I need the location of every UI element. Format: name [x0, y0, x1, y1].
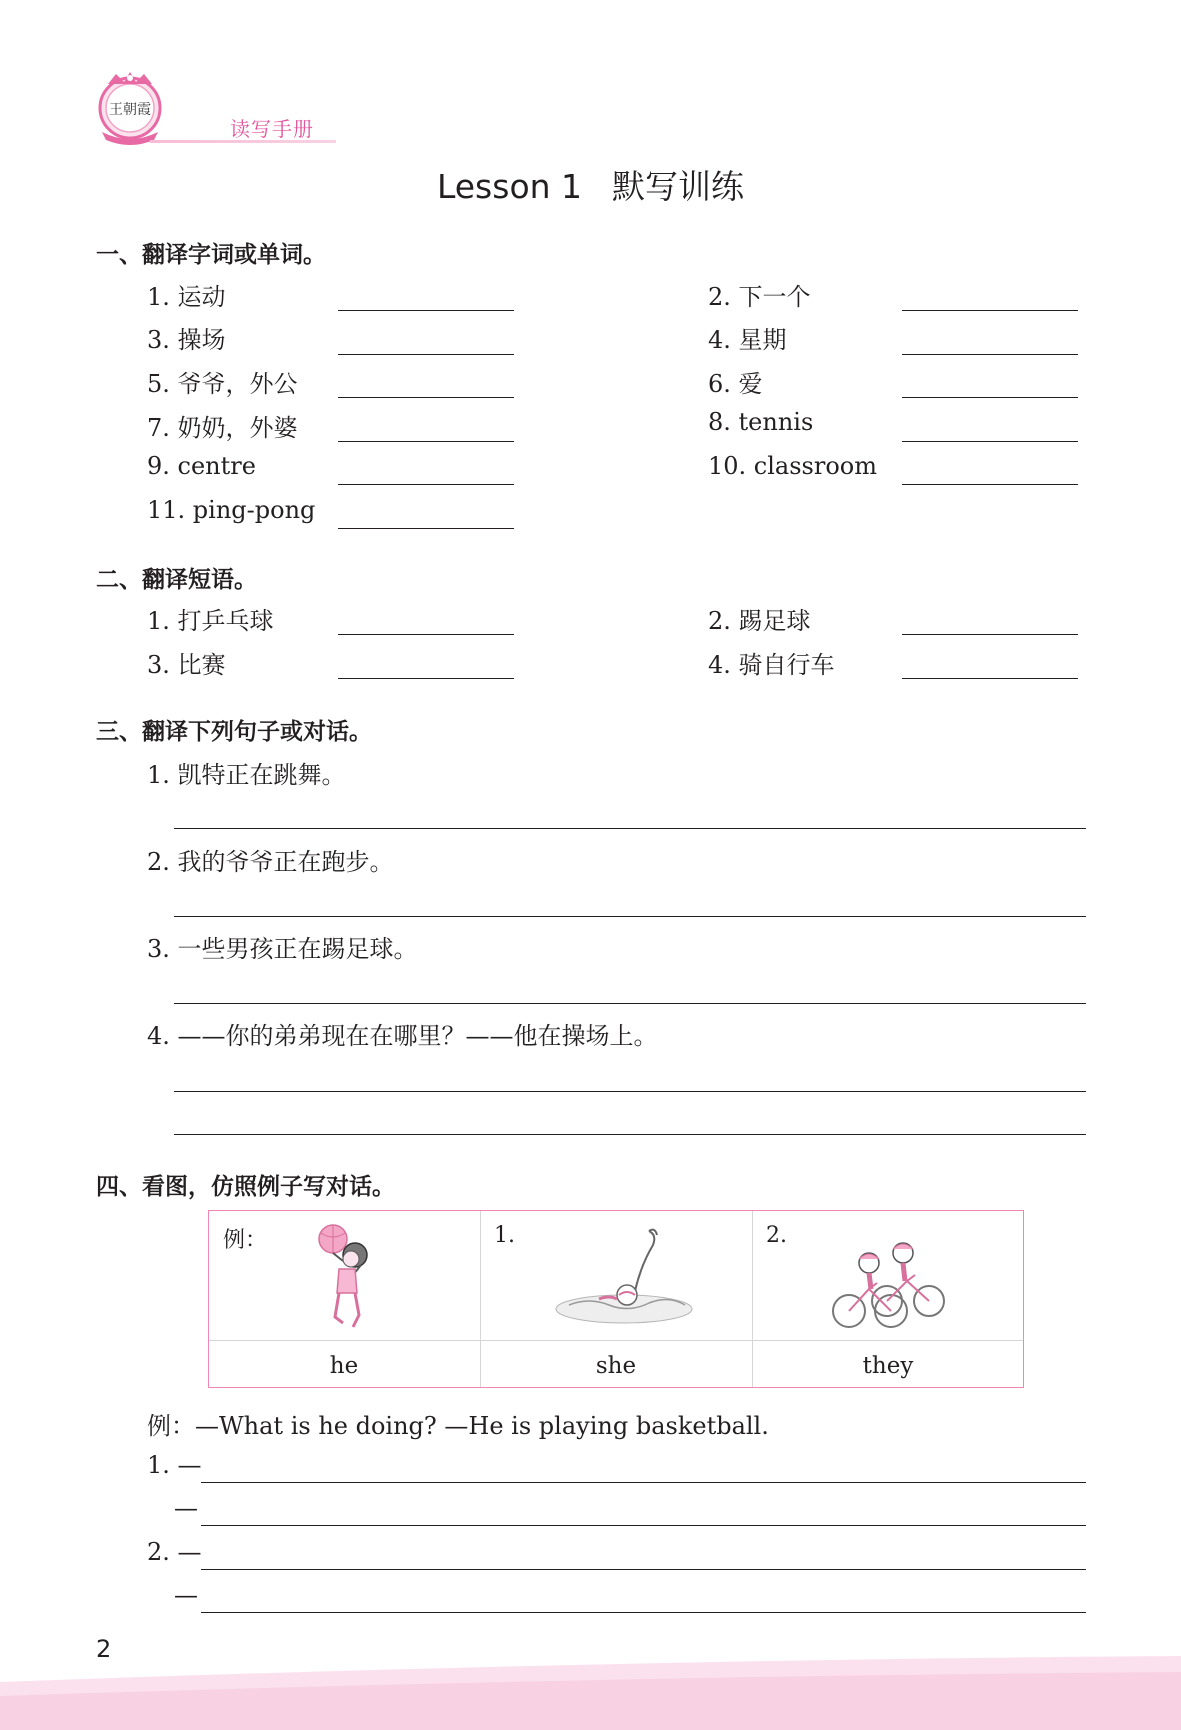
answer-line[interactable] — [201, 1569, 1086, 1570]
answer-line[interactable] — [174, 1134, 1086, 1135]
handbook-label: 读写手册 — [230, 117, 314, 141]
dialogue-2-line-1-label: 2. — — [147, 1538, 202, 1566]
cyclists-icon — [829, 1223, 949, 1335]
page-number: 2 — [96, 1635, 112, 1663]
word-item: 6. 爱 — [708, 370, 763, 398]
word-item: 10. classroom — [708, 452, 877, 480]
section-1-heading: 一、翻译字词或单词。 — [96, 242, 326, 268]
wang-zhaoxia-logo — [94, 68, 166, 148]
answer-line[interactable] — [174, 1091, 1086, 1092]
picture-1-label: 1. — [494, 1223, 515, 1248]
dialogue-1-line-2-label: — — [174, 1494, 198, 1522]
pronoun-they: they — [862, 1353, 914, 1379]
answer-blank[interactable] — [338, 310, 514, 311]
logo-text: 王朝霞 — [109, 102, 151, 118]
pronoun-she: she — [595, 1353, 637, 1379]
lesson-title: Lesson 1 — [436, 167, 583, 206]
section-4-heading: 四、看图，仿照例子写对话。 — [96, 1174, 395, 1200]
phrase-item: 3. 比赛 — [147, 651, 226, 679]
picture-2-label: 2. — [766, 1223, 787, 1248]
answer-blank[interactable] — [338, 484, 514, 485]
answer-blank[interactable] — [902, 634, 1078, 635]
word-item: 4. 星期 — [708, 326, 787, 354]
word-item: 9. centre — [147, 452, 256, 480]
section-2-heading: 二、翻译短语。 — [96, 567, 257, 593]
sentence-item: 1. 凯特正在跳舞。 — [147, 761, 346, 789]
answer-blank[interactable] — [902, 310, 1078, 311]
answer-blank[interactable] — [902, 484, 1078, 485]
answer-line[interactable] — [174, 1003, 1086, 1004]
word-item: 1. 运动 — [147, 283, 226, 311]
answer-blank[interactable] — [902, 397, 1078, 398]
answer-line[interactable] — [201, 1612, 1086, 1613]
answer-line[interactable] — [174, 828, 1086, 829]
phrase-item: 4. 骑自行车 — [708, 651, 835, 679]
answer-blank[interactable] — [338, 528, 514, 529]
answer-blank[interactable] — [902, 678, 1078, 679]
dialogue-1-line-1-label: 1. — — [147, 1451, 202, 1479]
word-item: 5. 爷爷，外公 — [147, 370, 298, 398]
pronoun-he: he — [329, 1353, 359, 1379]
example-label: 例： — [223, 1228, 268, 1253]
answer-blank[interactable] — [338, 397, 514, 398]
answer-blank[interactable] — [902, 354, 1078, 355]
example-dialogue: 例：—What is he doing? —He is playing basketball. — [147, 1412, 769, 1440]
answer-blank[interactable] — [338, 678, 514, 679]
page-title — [0, 161, 1181, 208]
swimmer-icon — [549, 1225, 699, 1335]
word-item: 2. 下一个 — [708, 283, 811, 311]
footer-band — [0, 1656, 1181, 1730]
answer-line[interactable] — [201, 1482, 1086, 1483]
picture-table — [208, 1210, 1024, 1388]
answer-blank[interactable] — [902, 441, 1078, 442]
answer-line[interactable] — [174, 916, 1086, 917]
answer-blank[interactable] — [338, 354, 514, 355]
answer-blank[interactable] — [338, 441, 514, 442]
dialogue-2-line-2-label: — — [174, 1581, 198, 1609]
answer-blank[interactable] — [338, 634, 514, 635]
word-item: 3. 操场 — [147, 326, 226, 354]
answer-line[interactable] — [201, 1525, 1086, 1526]
word-item: 11. ping-pong — [147, 496, 316, 524]
word-item: 8. tennis — [708, 408, 814, 436]
phrase-item: 1. 打乒乓球 — [147, 607, 274, 635]
sentence-item: 2. 我的爷爷正在跑步。 — [147, 848, 394, 876]
phrase-item: 2. 踢足球 — [708, 607, 811, 635]
basketball-player-icon — [309, 1219, 381, 1335]
sentence-item: 3. 一些男孩正在踢足球。 — [147, 935, 418, 963]
word-item: 7. 奶奶，外婆 — [147, 414, 298, 442]
section-3-heading: 三、翻译下列句子或对话。 — [96, 719, 372, 745]
lesson-subtitle: 默写训练 — [612, 167, 745, 206]
sentence-item: 4. ——你的弟弟现在在哪里？——他在操场上。 — [147, 1022, 658, 1050]
